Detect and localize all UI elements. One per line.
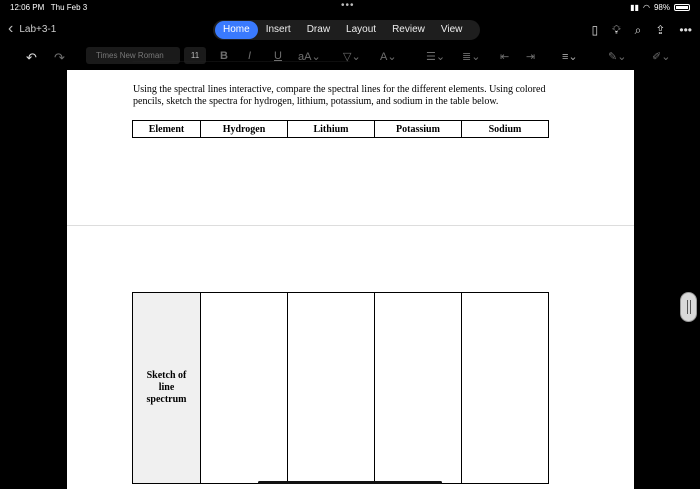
scroll-handle[interactable] [680, 292, 697, 322]
chevron-left-icon: ‹ [8, 20, 14, 37]
top-bar [0, 14, 700, 46]
search-icon[interactable]: ⌕ [634, 23, 642, 37]
cut-off-text-line: ‾‾‾‾‾‾‾‾‾‾‾‾‾‾‾‾‾‾‾‾‾‾‾‾‾‾‾‾‾‾‾‾‾‾‾‾‾‾‾‾‾‾‾‾‾‾‾‾‾‾‾‾‾‾‾‾‾‾‾‾‾‾‾‾‾ [133, 62, 350, 73]
tab-review[interactable]: Review [392, 24, 425, 35]
header-sodium[interactable]: Sodium [462, 121, 549, 138]
tab-draw[interactable]: Draw [306, 24, 331, 35]
cell-potassium-sketch[interactable] [375, 293, 462, 484]
spectrum-sketch-table [132, 292, 549, 484]
header-element[interactable]: Element [133, 121, 201, 138]
tab-insert[interactable]: Insert [265, 24, 291, 35]
font-size-icon[interactable]: aA⌄ [298, 51, 321, 63]
row-label-text: Sketch of line spectrum [146, 370, 187, 405]
battery-icon [674, 4, 690, 11]
top-actions [592, 23, 692, 38]
outdent-icon[interactable]: ⇤ [500, 51, 510, 63]
instructions-paragraph: Using the spectral lines interactive, compare the spectral lines for the different elements. Using colored pencils, sketch the spectra for hydrogen, lithium, potassium, and sodium in the table below. [133, 84, 546, 107]
status-right [630, 3, 690, 12]
cell-hydrogen-sketch[interactable] [201, 293, 288, 484]
document-page[interactable] [67, 62, 634, 489]
header-lithium[interactable]: Lithium [288, 121, 375, 138]
header-hydrogen[interactable]: Hydrogen [201, 121, 288, 138]
header-potassium[interactable]: Potassium [375, 121, 462, 138]
numbering-icon[interactable]: ≣⌄ [462, 51, 481, 63]
battery-percent: 98% [653, 3, 670, 12]
page-break [67, 225, 634, 226]
ribbon-tabs [213, 20, 480, 40]
row-label-sketch[interactable] [133, 293, 201, 484]
phone-view-icon[interactable]: ▯ [591, 23, 599, 37]
element-header-table [132, 120, 549, 138]
bullets-icon[interactable]: ☰⌄ [426, 51, 446, 63]
underline-icon[interactable]: U [274, 50, 282, 62]
tab-layout[interactable]: Layout [346, 24, 377, 35]
undo-icon[interactable]: ↶ [26, 50, 37, 65]
styles-icon[interactable]: ✐⌄ [652, 51, 671, 63]
tab-view[interactable]: View [440, 24, 463, 35]
pen-icon[interactable]: ✎⌄ [608, 51, 627, 63]
document-title: Lab+3-1 [19, 23, 57, 35]
lightbulb-icon[interactable]: 💡︎ [612, 23, 621, 37]
tab-home[interactable]: Home [215, 21, 258, 39]
status-time: 12:06 PM Thu Feb 3 [10, 3, 88, 12]
indent-icon[interactable]: ⇥ [526, 51, 536, 63]
italic-icon[interactable]: I [248, 50, 252, 62]
align-icon[interactable]: ≡⌄ [562, 51, 578, 63]
cell-sodium-sketch[interactable] [462, 293, 549, 484]
font-name-box[interactable]: Times New Roman [86, 47, 180, 64]
more-icon[interactable]: ••• [679, 23, 692, 37]
font-size-box[interactable]: 11 [184, 47, 206, 64]
signal-icon: ▮▮ [630, 3, 639, 12]
font-color-icon[interactable]: A⌄ [380, 51, 397, 63]
wifi-icon: ◠ [643, 3, 650, 12]
back-button[interactable] [8, 22, 56, 36]
bold-icon[interactable]: B [220, 50, 228, 62]
cell-lithium-sketch[interactable] [288, 293, 375, 484]
home-indicator[interactable] [258, 481, 442, 484]
redo-icon[interactable]: ↷ [54, 50, 65, 65]
multitask-dots-icon[interactable]: ••• [341, 0, 355, 11]
status-bar [0, 0, 700, 14]
share-icon[interactable]: ⇪ [655, 23, 666, 37]
highlight-icon[interactable]: ▽⌄ [343, 51, 361, 63]
